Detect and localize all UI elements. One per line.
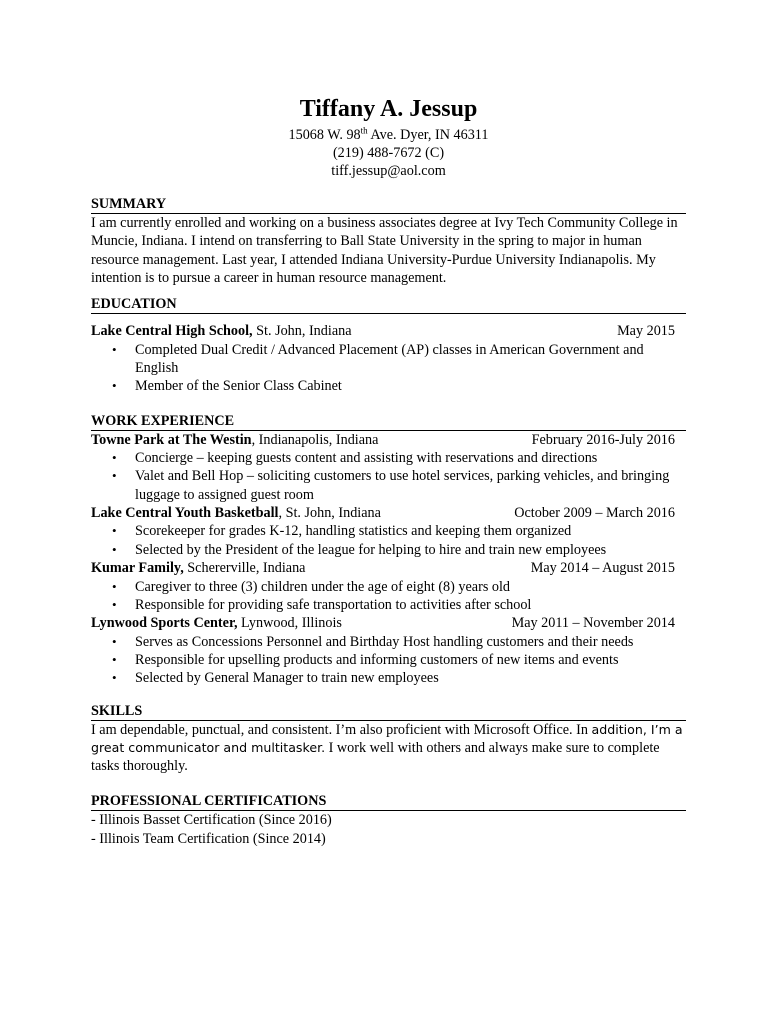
summary-title: SUMMARY [91, 196, 686, 214]
skills-text: I am dependable, punctual, and consistent. I’m also proficient with Microsoft Office. In addition, I’m a great communicator and multitasker. I work well with others and always make sure to complete tasks thoroughly. [91, 721, 683, 775]
phone: (219) 488-7672 (C) [332, 145, 445, 161]
certifications-section [91, 793, 686, 848]
job-date: October 2009 – March 2016 [514, 504, 675, 521]
job-entry [91, 559, 686, 578]
list-item: - Illinois Team Certification (Since 2014) [91, 830, 326, 847]
job-date: May 2011 – November 2014 [511, 615, 675, 632]
job-location: , Indianapolis, Indiana [251, 431, 379, 448]
education-title: EDUCATION [91, 296, 686, 314]
list-item: • Valet and Bell Hop – soliciting customers to use hotel services, parking vehicles, and bringing luggage to assigned guest room [135, 467, 686, 504]
list-item: • Member of the Senior Class Cabinet [135, 377, 686, 395]
job-bullets [91, 578, 686, 615]
job-date: May 2014 – August 2015 [530, 560, 675, 577]
email: tiff.jessup@aol.com [331, 163, 446, 179]
school-name: Lake Central High School, [91, 323, 253, 340]
job-org: Towne Park at The Westin [91, 431, 252, 448]
list-item: • Caregiver to three (3) children under the age of eight (8) years old [135, 578, 686, 596]
job-bullets [91, 522, 686, 559]
list-item: • Serves as Concessions Personnel and Birthday Host handling customers and their needs [135, 633, 686, 651]
skills-title: SKILLS [91, 703, 686, 721]
job-location: Schererville, Indiana [183, 560, 306, 577]
list-item: • Responsible for providing safe transportation to activities after school [135, 596, 686, 614]
job-location: , St. John, Indiana [278, 504, 381, 521]
summary-section [91, 196, 686, 287]
list-item: • Responsible for upselling products and informing customers of new items and events [135, 651, 686, 669]
job-org: Lynwood Sports Center, [91, 615, 238, 632]
job-org: Lake Central Youth Basketball [91, 504, 279, 521]
education-date: May 2015 [617, 323, 675, 340]
candidate-name: Tiffany A. Jessup [299, 96, 478, 122]
summary-text: I am currently enrolled and working on a business associates degree at Ivy Tech Community College in Muncie, Indiana. I intend on transferring to Ball State University in the spring to major in human resource management. Last year, I attended Indiana University-Purdue University Indianapolis. My intention is to pursue a career in human resource management. [91, 215, 678, 286]
list-item: • Concierge – keeping guests content and assisting with reservations and directions [135, 449, 686, 467]
skills-section [91, 703, 686, 776]
work-title: WORK EXPERIENCE [91, 413, 686, 431]
job-location: Lynwood, Illinois [237, 615, 342, 632]
education-entry [91, 322, 686, 341]
list-item: • Completed Dual Credit / Advanced Placement (AP) classes in American Government and English [135, 341, 686, 378]
job-entry [91, 431, 686, 450]
job-bullets [91, 449, 686, 504]
education-bullets [91, 341, 686, 396]
education-section [91, 296, 686, 395]
job-org: Kumar Family, [91, 560, 184, 577]
work-section [91, 413, 686, 688]
resume-page [91, 92, 686, 848]
resume-header [91, 92, 686, 180]
certifications-title: PROFESSIONAL CERTIFICATIONS [91, 793, 686, 811]
list-item: • Scorekeeper for grades K-12, handling statistics and keeping them organized [135, 522, 686, 540]
job-date: February 2016-July 2016 [531, 431, 675, 448]
list-item: • Selected by the President of the league for helping to hire and train new employees [135, 541, 686, 559]
list-item: - Illinois Basset Certification (Since 2016) [91, 812, 332, 829]
job-entry [91, 504, 686, 523]
job-entry [91, 614, 686, 633]
school-location: St. John, Indiana [252, 323, 352, 340]
address: 15068 W. 98th Ave. Dyer, IN 46311 [288, 125, 489, 143]
list-item: • Selected by General Manager to train new employees [135, 669, 686, 687]
job-bullets [91, 633, 686, 688]
